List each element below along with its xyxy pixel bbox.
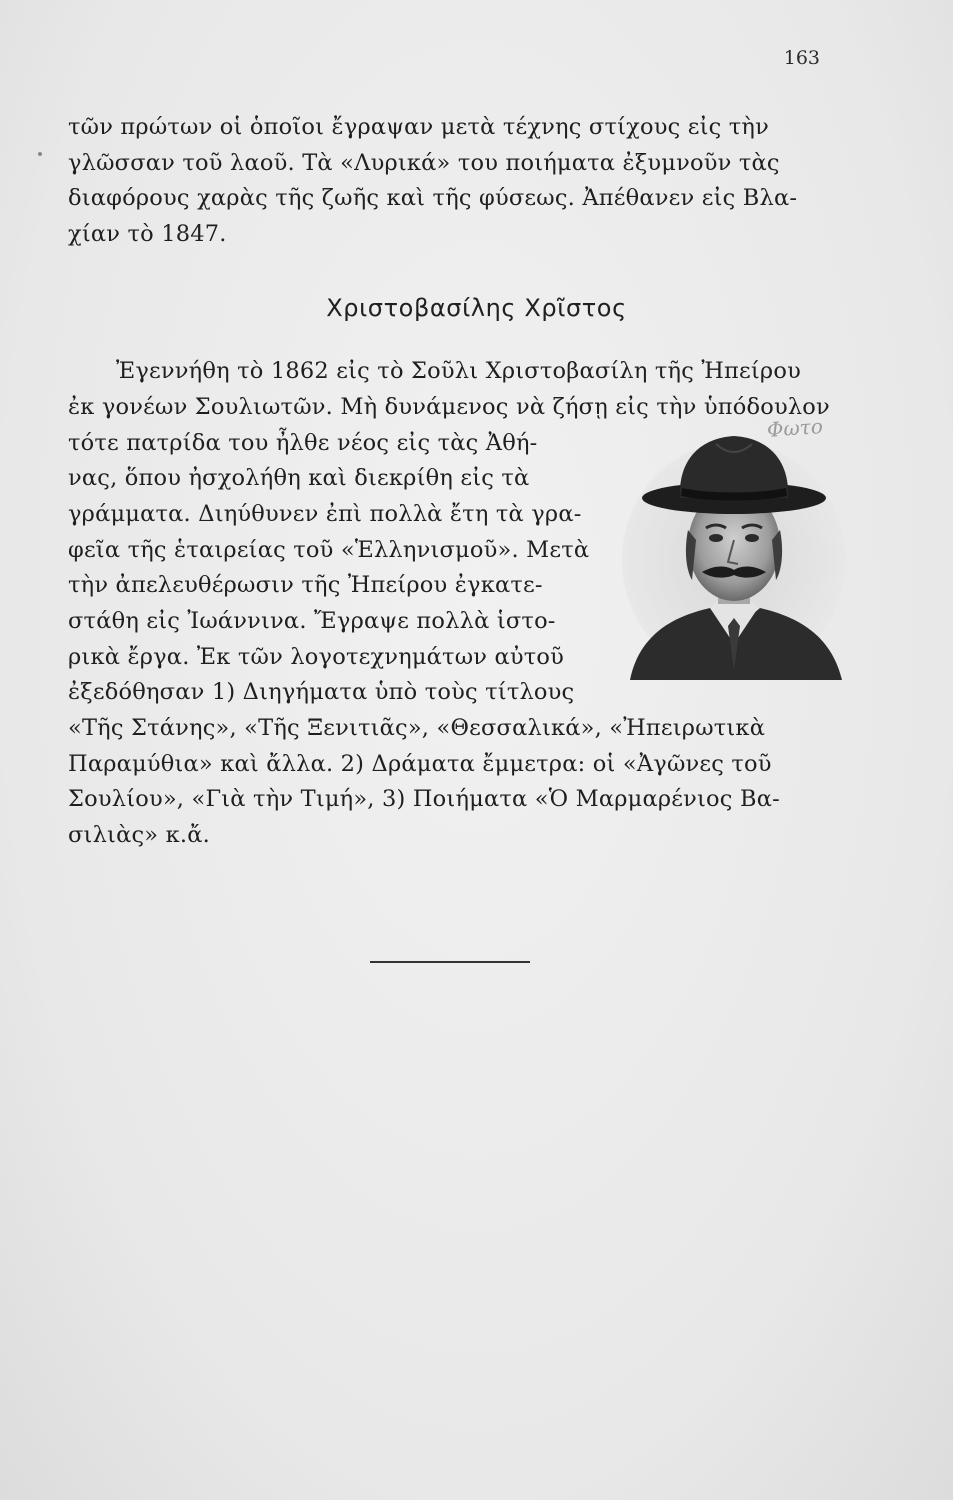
text-line: Παραμύθια» καὶ ἄλλα. 2) Δράματα ἔμμετρα: οἱ «Ἀγῶνες τοῦ <box>68 751 772 777</box>
text-line: γλῶσσαν τοῦ λαοῦ. Τὰ «Λυρικά» του ποιήματα ἐξυμνοῦν τὰς <box>68 150 780 176</box>
text-line: νας, ὅπου ἠσχολήθη καὶ διεκρίθη εἰς τὰ <box>68 465 530 491</box>
text-line: διαφόρους χαρὰς τῆς ζωῆς καὶ τῆς φύσεως. Ἀπέθανεν εἰς Βλα- <box>68 185 798 211</box>
text-line: γράμματα. Διηύθυνεν ἐπὶ πολλὰ ἔτη τὰ γρα- <box>68 501 582 527</box>
text-line: σιλιὰς» κ.ἄ. <box>68 822 210 848</box>
text-line: τότε πατρίδα του ἦλθε νέος εἰς τὰς Ἀθή- <box>68 430 538 456</box>
text-line: φεῖα τῆς ἑταιρείας τοῦ «Ἑλληνισμοῦ». Μετὰ <box>68 537 590 563</box>
author-portrait-image <box>620 430 848 680</box>
text-line: τὴν ἀπελευθέρωσιν τῆς Ἠπείρου ἐγκατε- <box>68 572 543 598</box>
section-heading: Χριστοβασίλης Χρῖστος <box>326 294 627 322</box>
page-speck <box>38 152 42 156</box>
text-line: χίαν τὸ 1847. <box>68 221 227 247</box>
page-number: 163 <box>783 47 820 69</box>
text-line: ρικὰ ἔργα. Ἐκ τῶν λογοτεχνημάτων αὐτοῦ <box>68 644 565 670</box>
text-line: Ἐγεννήθη τὸ 1862 εἰς τὸ Σοῦλι Χριστοβασίλη τῆς Ἠπείρου <box>116 358 801 384</box>
section-divider <box>370 961 530 963</box>
text-line: Σουλίου», «Γιὰ τὴν Τιμή», 3) Ποιήματα «Ὁ Μαρμαρένιος Βα- <box>68 786 780 812</box>
text-line: τῶν πρώτων οἱ ὁποῖοι ἔγραψαν μετὰ τέχνης στίχους εἰς τὴν <box>68 114 769 140</box>
margin-handwriting: Φωτο <box>766 414 824 442</box>
text-line: ἐκ γονέων Σουλιωτῶν. Μὴ δυνάμενος νὰ ζήσῃ εἰς τὴν ὑπόδουλον <box>68 394 830 420</box>
text-line: «Τῆς Στάνης», «Τῆς Ξενιτιᾶς», «Θεσσαλικά», «Ἠπειρωτικὰ <box>68 715 766 741</box>
text-line: στάθη εἰς Ἰωάννινα. Ἔγραψε πολλὰ ἱστο- <box>68 608 556 634</box>
text-line: ἐξεδόθησαν 1) Διηγήματα ὑπὸ τοὺς τίτλους <box>68 679 575 705</box>
